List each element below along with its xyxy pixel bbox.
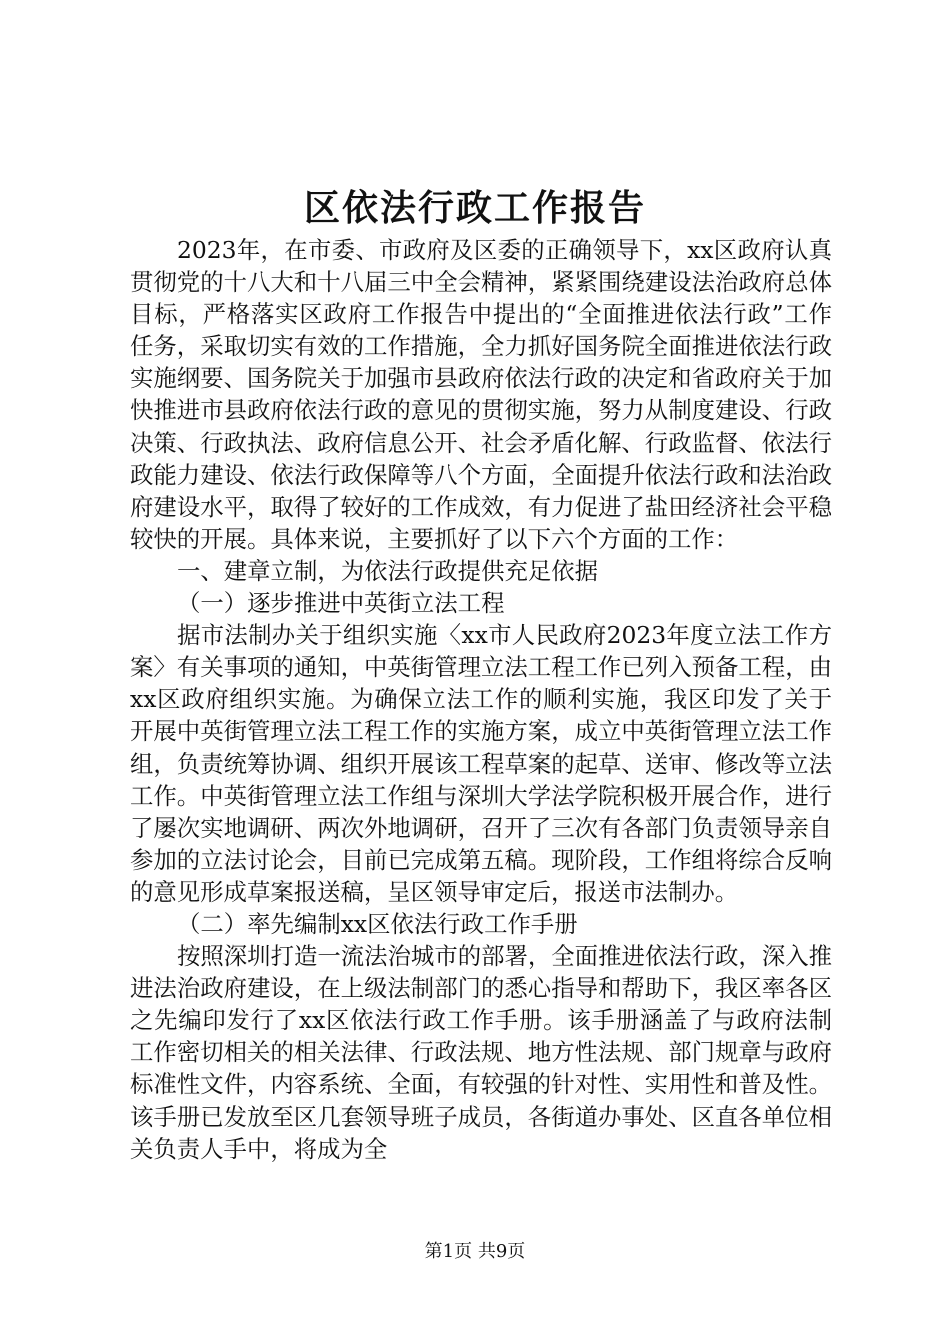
subsection-heading-2: （二）率先编制xx区依法行政工作手册	[177, 909, 578, 938]
paragraph-handbook: 按照深圳打造一流法治城市的部署，全面推进依法行政，深入推进法治政府建设，在上级法制部门的悉心指导和帮助下，我区率各区之先编印发行了xx区依法行政工作手册。该手册涵盖了与政府法制工作密切相关的相关法律、行政法规、地方性法规、部门规章与政府标准性文件，内容系统、全面，有较强的针对性、实用性和普及性。该手册已发放至区几套领导班子成员，各街道办事处、区直各单位相关负责人手中，将成为全	[130, 942, 832, 1163]
document-title: 区依法行政工作报告	[303, 187, 646, 229]
paragraph-legislation: 据市法制办关于组织实施〈xx市人民政府2023年度立法工作方案〉有关事项的通知，中英街管理立法工程工作已列入预备工程，由xx区政府组织实施。为确保立法工作的顺利实施，我区印发了关于开展中英街管理立法工程工作的实施方案，成立中英街管理立法工作组，负责统筹协调、组织开展该工程草案的起草、送审、修改等立法工作。中英街管理立法工作组与深圳大学法学院积极开展合作，进行了屡次实地调研、两次外地调研，召开了三次有各部门负责领导亲自参加的立法讨论会，目前已完成第五稿。现阶段，工作组将综合反响的意见形成草案报送稿，呈区领导审定后，报送市法制办。	[130, 621, 832, 906]
document-body	[130, 234, 832, 1165]
paragraph-intro: 2023年，在市委、市政府及区委的正确领导下，xx区政府认真贯彻党的十八大和十八届三中全会精神，紧紧围绕建设法治政府总体目标，严格落实区政府工作报告中提出的“全面推进依法行政”工作任务，采取切实有效的工作措施，全力抓好国务院全面推进依法行政实施纲要、国务院关于加强市县政府依法行政的决定和省政府关于加快推进市县政府依法行政的意见的贯彻实施，努力从制度建设、行政决策、行政执法、政府信息公开、社会矛盾化解、行政监督、依法行政能力建设、依法行政保障等八个方面，全面提升依法行政和法治政府建设水平，取得了较好的工作成效，有力促进了盐田经济社会平稳较快的开展。具体来说，主要抓好了以下六个方面的工作：	[130, 236, 832, 553]
page-number-footer: 第1页 共9页	[424, 1241, 526, 1262]
subsection-heading-1: （一）逐步推进中英街立法工程	[177, 589, 505, 618]
section-heading-1: 一、建章立制，为依法行政提供充足依据	[177, 556, 599, 585]
